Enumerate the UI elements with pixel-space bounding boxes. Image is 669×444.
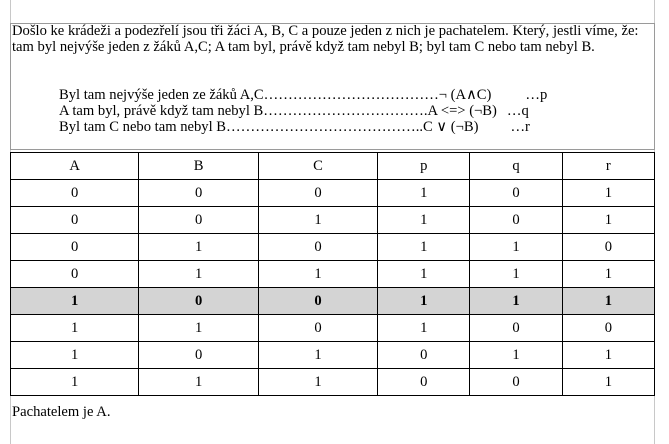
table-row xyxy=(11,261,655,288)
table-row xyxy=(11,234,655,261)
table-row xyxy=(11,315,655,342)
header-cell-c: C xyxy=(258,153,377,180)
table-cell: 0 xyxy=(470,315,562,342)
table-cell: 1 xyxy=(378,261,470,288)
formula-expression: A <=> (¬B) xyxy=(427,103,497,119)
table-cell: 0 xyxy=(11,207,139,234)
table-cell: 1 xyxy=(562,261,654,288)
table-cell: 0 xyxy=(11,234,139,261)
conclusion-text: Pachatelem je A. xyxy=(12,404,111,420)
table-cell: 1 xyxy=(470,261,562,288)
table-cell: 1 xyxy=(562,207,654,234)
formula-tag: …p xyxy=(525,87,548,103)
table-cell: 0 xyxy=(470,180,562,207)
table-cell: 1 xyxy=(470,288,562,315)
table-cell: 1 xyxy=(258,342,377,369)
table-cell: 1 xyxy=(378,288,470,315)
table-cell: 0 xyxy=(139,342,258,369)
table-cell: 1 xyxy=(11,369,139,396)
table-cell: 1 xyxy=(562,369,654,396)
table-cell: 0 xyxy=(139,207,258,234)
table-header-row xyxy=(11,153,655,180)
header-cell-a: A xyxy=(11,153,139,180)
table-cell: 1 xyxy=(562,288,654,315)
table-cell: 1 xyxy=(470,234,562,261)
formula-expression: ¬ (A∧C) xyxy=(438,87,492,103)
table-cell: 1 xyxy=(378,315,470,342)
formula-label: Byl tam C nebo tam nebyl B xyxy=(59,119,227,135)
table-cell: 0 xyxy=(258,234,377,261)
table-cell: 1 xyxy=(378,234,470,261)
table-cell: 1 xyxy=(470,342,562,369)
header-cell-b: B xyxy=(139,153,258,180)
problem-statement: Došlo ke krádeži a podezřelí jsou tři žáci A, B, C a pouze jeden z nich je pachatelem. Který, jestli víme, že: tam byl nejvýše jeden z žáků A,C; A tam byl, právě když tam nebyl B; byl tam C nebo tam nebyl B. xyxy=(12,23,639,55)
table-cell: 0 xyxy=(139,288,258,315)
table-cell: 0 xyxy=(11,180,139,207)
table-cell: 1 xyxy=(258,207,377,234)
table-cell: 1 xyxy=(378,207,470,234)
table-cell: 1 xyxy=(258,369,377,396)
table-cell: 1 xyxy=(258,261,377,288)
table-cell: 1 xyxy=(139,369,258,396)
table-row xyxy=(11,207,655,234)
formula-tag: …r xyxy=(510,119,530,135)
formula-expression: C ∨ (¬B) xyxy=(423,119,479,135)
formula-tag: …q xyxy=(506,103,529,119)
table-cell: 0 xyxy=(378,342,470,369)
formula-label: A tam byl, právě když tam nebyl B xyxy=(59,103,264,119)
header-cell-q: q xyxy=(470,153,562,180)
table-cell: 0 xyxy=(470,369,562,396)
table-row xyxy=(11,369,655,396)
truth-table-body xyxy=(11,180,655,396)
table-cell: 0 xyxy=(378,369,470,396)
table-cell: 1 xyxy=(139,234,258,261)
table-cell: 0 xyxy=(11,261,139,288)
formula-leader-dots: ……………………………. xyxy=(263,103,428,119)
table-cell: 0 xyxy=(562,234,654,261)
header-cell-p: p xyxy=(378,153,470,180)
table-cell: 0 xyxy=(139,180,258,207)
table-cell: 0 xyxy=(470,207,562,234)
formula-leader-dots: ……………………………… xyxy=(263,87,439,103)
table-cell: 1 xyxy=(11,342,139,369)
formula-line-q xyxy=(59,103,529,119)
table-cell: 0 xyxy=(562,315,654,342)
table-cell: 0 xyxy=(258,180,377,207)
table-cell: 1 xyxy=(378,180,470,207)
table-cell: 0 xyxy=(258,315,377,342)
table-cell: 1 xyxy=(11,288,139,315)
table-row xyxy=(11,180,655,207)
formula-line-r xyxy=(59,119,530,135)
table-cell: 1 xyxy=(562,180,654,207)
formula-label: Byl tam nejvýše jeden ze žáků A,C xyxy=(59,87,264,103)
table-cell: 1 xyxy=(139,315,258,342)
table-cell: 1 xyxy=(562,342,654,369)
table-cell: 1 xyxy=(11,315,139,342)
formula-leader-dots: ………………………………….. xyxy=(226,119,424,135)
formula-line-p xyxy=(59,87,547,103)
table-cell: 1 xyxy=(139,261,258,288)
table-cell: 0 xyxy=(258,288,377,315)
table-row xyxy=(11,288,655,315)
truth-table xyxy=(10,152,655,396)
table-row xyxy=(11,342,655,369)
header-cell-r: r xyxy=(562,153,654,180)
